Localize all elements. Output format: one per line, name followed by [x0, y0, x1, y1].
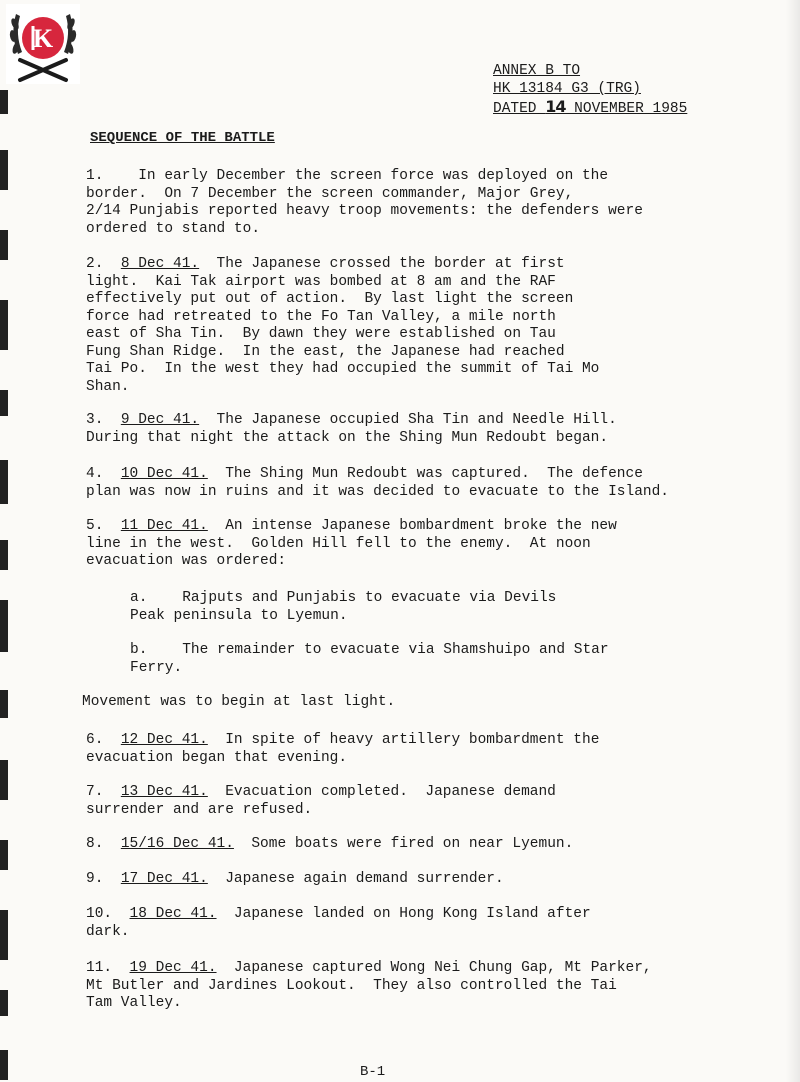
paragraph-text: line in the west. Golden Hill fell to the enemy. At noon	[86, 535, 591, 552]
paragraph-date: 17 Dec 41.	[120, 871, 208, 887]
paragraph-text: The Japanese occupied Sha Tin and Needle Hill.	[199, 412, 617, 428]
paragraph-line	[86, 203, 643, 221]
sub-item-line: Peak peninsula to Lyemun.	[130, 607, 348, 624]
paragraph-text: effectively put out of action. By last light the screen	[86, 291, 574, 307]
binding-edge	[0, 60, 10, 1082]
paragraph-line	[86, 291, 599, 309]
paragraph-text: Mt Butler and Jardines Lookout. They also controlled the Tai	[86, 977, 617, 994]
paragraph-line	[86, 344, 599, 362]
paragraph-number: 1.	[86, 168, 104, 184]
paragraph-line	[86, 784, 556, 802]
paragraph-text: surrender and are refused.	[86, 801, 313, 818]
paragraph-number: 10.	[86, 906, 130, 922]
paragraph-date: 13 Dec 41.	[120, 784, 208, 800]
paragraph-line	[86, 168, 643, 186]
sub-item-line: b. The remainder to evacuate via Shamshuipo and Star	[130, 642, 609, 658]
paragraph-line	[86, 326, 599, 344]
paragraph-text: Japanese again demand surrender.	[207, 871, 504, 887]
paragraph-line	[86, 412, 617, 430]
paragraph-text: border. On 7 December the screen commander, Major Grey,	[86, 185, 574, 202]
paragraph-text: Fung Shan Ridge. In the east, the Japanese had reached	[86, 343, 565, 360]
paragraph-2	[86, 256, 599, 396]
paragraph-number: 9.	[86, 871, 121, 887]
paragraph-line	[86, 518, 617, 536]
sub-item-line: Ferry.	[130, 659, 183, 676]
paragraph-number: 3.	[86, 412, 121, 428]
paragraph-line	[86, 924, 591, 942]
paragraph-line	[86, 274, 599, 292]
paragraph-text: evacuation was ordered:	[86, 553, 287, 569]
paragraph-line	[86, 960, 652, 978]
paragraph-7	[86, 784, 556, 819]
paragraph-line	[86, 750, 599, 768]
annex-line-3: DATED 14 NOVEMBER 1985	[493, 97, 688, 117]
paragraph-line	[86, 906, 591, 924]
paragraph-text: Evacuation completed. Japanese demand	[207, 784, 556, 800]
annex-line-2: HK 13184 G3 (TRG)	[493, 81, 641, 97]
paragraph-text: Japanese captured Wong Nei Chung Gap, Mt Parker,	[216, 960, 652, 976]
paragraph-date: 15/16 Dec 41.	[120, 836, 234, 852]
paragraph-line	[86, 430, 617, 448]
movement-note: Movement was to begin at last light.	[82, 694, 396, 710]
page-title: SEQUENCE OF THE BATTLE	[90, 130, 275, 146]
sub-item-a	[130, 590, 556, 625]
paragraph-date: 12 Dec 41.	[120, 732, 208, 748]
paragraph-number: 4.	[86, 466, 121, 482]
paragraph-date: 11 Dec 41.	[120, 518, 208, 534]
hk-logo-icon	[6, 4, 80, 84]
paragraph-line	[86, 361, 599, 379]
paragraph-text: Tam Valley.	[86, 995, 182, 1011]
paragraph-number: 6.	[86, 732, 121, 748]
paragraph-text: During that night the attack on the Shing Mun Redoubt began.	[86, 429, 609, 446]
paragraph-line	[86, 221, 643, 239]
paragraph-text: Shan.	[86, 378, 130, 395]
paragraph-4	[86, 466, 669, 501]
paragraph-text: Japanese landed on Hong Kong Island after	[216, 906, 591, 922]
paragraph-line	[86, 309, 599, 327]
paragraph-date: 10 Dec 41.	[120, 466, 208, 482]
paragraph-text: ordered to stand to.	[86, 220, 261, 237]
annex-line-1: ANNEX B TO	[493, 63, 581, 79]
paragraph-number: 7.	[86, 784, 121, 800]
paragraph-date: 19 Dec 41.	[129, 960, 217, 976]
paragraph-line	[86, 802, 556, 820]
paragraph-text: force had retreated to the Fo Tan Valley, a mile north	[86, 308, 556, 325]
sub-item-line: a. Rajputs and Punjabis to evacuate via Devils	[130, 590, 557, 606]
paragraph-text: The Shing Mun Redoubt was captured. The defence	[207, 466, 643, 482]
paragraph-line	[86, 379, 599, 397]
page-number: B-1	[360, 1064, 386, 1080]
paragraph-line	[86, 536, 617, 554]
paragraph-line	[86, 871, 504, 889]
paragraph-date: 8 Dec 41.	[120, 256, 200, 272]
paragraph-text: In early December the screen force was deployed on the	[103, 168, 609, 184]
paragraph-line	[86, 978, 652, 996]
paragraph-line	[86, 732, 599, 750]
paragraph-line	[86, 995, 652, 1013]
paragraph-line	[86, 553, 617, 571]
paragraph-text: In spite of heavy artillery bombardment the	[207, 732, 600, 748]
paragraph-1	[86, 168, 643, 238]
paragraph-text: 2/14 Punjabis reported heavy troop movements: the defenders were	[86, 203, 643, 219]
paragraph-text: light. Kai Tak airport was bombed at 8 am and the RAF	[86, 273, 556, 290]
paragraph-line	[86, 256, 599, 274]
paragraph-text: dark.	[86, 923, 130, 940]
paragraph-line	[86, 484, 669, 502]
paragraph-5	[86, 518, 617, 571]
paragraph-10	[86, 906, 591, 941]
paragraph-11	[86, 960, 652, 1013]
paragraph-text: An intense Japanese bombardment broke the new	[207, 518, 617, 534]
paragraph-text: evacuation began that evening.	[86, 749, 348, 766]
paragraph-text: east of Sha Tin. By dawn they were established on Tau	[86, 326, 556, 342]
paragraph-date: 9 Dec 41.	[120, 412, 200, 428]
paragraph-3	[86, 412, 617, 447]
paragraph-line	[86, 466, 669, 484]
paragraph-number: 2.	[86, 256, 121, 272]
svg-text:K: K	[32, 24, 54, 53]
sub-item-b	[130, 642, 609, 677]
paragraph-6	[86, 732, 599, 767]
handwritten-day: 14	[545, 97, 566, 116]
paragraph-number: 5.	[86, 518, 121, 534]
page-edge-shadow	[786, 0, 800, 1082]
paragraph-9	[86, 871, 504, 889]
paragraph-line	[86, 836, 573, 854]
paragraph-text: Tai Po. In the west they had occupied the summit of Tai Mo	[86, 361, 600, 377]
paragraph-number: 8.	[86, 836, 121, 852]
paragraph-text: The Japanese crossed the border at first	[199, 256, 565, 272]
paragraph-8	[86, 836, 573, 854]
paragraph-date: 18 Dec 41.	[129, 906, 217, 922]
annex-reference	[493, 62, 687, 118]
paragraph-text: plan was now in ruins and it was decided to evacuate to the Island.	[86, 483, 669, 500]
paragraph-line	[86, 186, 643, 204]
paragraph-number: 11.	[86, 960, 130, 976]
paragraph-text: Some boats were fired on near Lyemun.	[233, 836, 574, 852]
